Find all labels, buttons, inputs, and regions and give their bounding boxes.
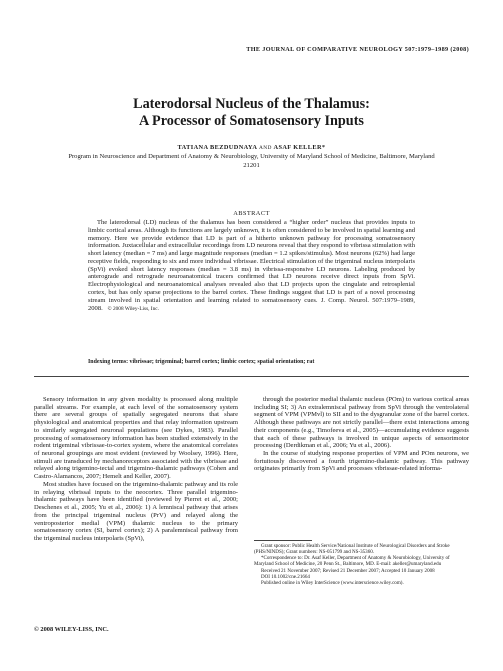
body-paragraph: In the course of studying response properties of VPM and POm neurons, we fortuitously discovered a fourth trigemino-thalamic pathway. This pathway originates primarily from SpVi and processes vibrissae-related informa- — [254, 450, 469, 473]
author-conjunction: AND — [258, 145, 272, 151]
footnote-published: Published online in Wiley InterScience (www.interscience.wiley.com). — [261, 579, 404, 586]
footnote-received: Received 21 November 2007; Revised 21 December 2007; Accepted 10 January 2008 — [261, 567, 435, 574]
body-paragraph: through the posterior medial thalamic nucleus (POm) to various cortical areas including SI; 3) An extralemniscal pathway from SpVi through the ventrolateral segment of VPM (VPMvl) to SII and to the dysgranular zone of the barrel cortex. Although these pathways are not strictly parallel—there exist interactions among their components (e.g., Timofeeva et al., 2005)—accumulating evidence suggests that each of these pathways is involved in unique aspects of sensorimotor processing (Derdikman et al., 2006; Yu et al., 2006). — [254, 396, 469, 450]
right-column — [254, 396, 469, 473]
abstract-body — [88, 219, 415, 313]
body-paragraph: Most studies have focused on the trigemino-thalamic pathway and its role in relaying vibrissal inputs to the neocortex. Three parallel trigemino-thalamic pathways have been identified (reviewed by Pierret et al., 2000; Deschenes et al., 2005; Yu et al., 2006): 1) A lemniscal pathway that arises from the principal trigeminal nucleus (PrV) and relayed along the ventroposterior medial (VPM) thalamic nucleus to the primary somatosensory cortex (SI, barrel cortex); 2) A paralemniscal pathway from the trigeminal nucleus interpolaris (SpVi), — [34, 480, 238, 542]
author-name: ASAF KELLER* — [273, 144, 326, 151]
section-divider — [34, 376, 469, 377]
left-column — [34, 396, 238, 543]
abstract-copyright: © 2008 Wiley-Liss, Inc. — [107, 305, 159, 312]
publisher-copyright: © 2008 WILEY-LISS, INC. — [34, 626, 109, 633]
footnotes — [254, 543, 469, 586]
article-title-line-2: A Processor of Somatosensory Inputs — [139, 113, 364, 129]
indexing-terms: Indexing terms: vibrissae; trigeminal; barrel cortex; limbic cortex; spatial orientation; rat — [88, 359, 315, 365]
footnote-doi: DOI 10.1002/cne.21664 — [261, 573, 310, 580]
footnote-grant: Grant sponsor: Public Health Service/National Institute of Neurological Disorders and Stroke (PHS/NINDS); Grant numbers: NS-051799 and NS-35360. — [254, 543, 450, 556]
abstract-heading: ABSTRACT — [233, 210, 270, 217]
footnote-divider — [254, 540, 312, 541]
body-paragraph: Sensory information in any given modality is processed along multiple parallel streams. For example, at each level of the somatosensory system there are several groups of spatially segregated neurons that share physiological and anatomical properties and that relay information upstream to similarly segregated neuronal populations (see Dykes, 1983). Parallel processing of somatosensory information has been studied extensively in the rodent trigeminal vibrissae-to-cortex system, where the anatomical correlates of neuronal groupings are most evident (reviewed by Woolsey, 1996). Here, stimuli are transduced by mechanoreceptors associated with the vibrissae and relayed along trigemino-tectal and trigemino-thalamic pathways (Cohen and Castro-Alamancos, 2007; Hemelt and Keller, 2007). — [34, 396, 238, 481]
running-head: THE JOURNAL OF COMPARATIVE NEUROLOGY 507:1979–1989 (2008) — [246, 46, 469, 53]
article-title-line-1: Laterodorsal Nucleus of the Thalamus: — [133, 96, 370, 112]
affiliation: Program in Neuroscience and Department of Anatomy & Neurobiology, University of Maryland School of Medicine, Baltimore, Maryland 21201 — [68, 153, 435, 169]
author-name: TATIANA BEZDUDNAYA — [177, 144, 257, 151]
abstract-text: The laterodorsal (LD) nucleus of the thalamus has been considered a “higher order” nucleus that provides inputs to limbic cortical areas. Although its functions are largely unknown, it is often considered to be involved in spatial learning and memory. Here we provide evidence that LD is part of a hitherto unknown pathway for processing somatosensory information. Juxtacellular and extracellular recordings from LD neurons reveal that they respond to vibrissa stimulation with short latency (median = 7 ms) and large magnitude responses (median = 1.2 spikes/stimulus). Most neurons (62%) had large receptive fields, responding to six and more individual vibrissae. Electrical stimulation of the trigeminal nucleus interpolaris (SpVi) evoked short latency responses (median = 3.8 ms) in vibrissa-responsive LD neurons. Labeling produced by anterograde and retrograde neuroanatomical tracers confirmed that LD neurons receive direct inputs from SpVi. Electrophysiological and neuroanatomical analyses revealed also that LD projects upon the cingulate and retrosplenial cortex, but has only sparse projections to the barrel cortex. These findings suggest that LD is part of a novel processing stream involved in spatial orientation and learning related to somatosensory cues. J. Comp. Neurol. 507:1979–1989, 2008. — [88, 219, 415, 312]
footnote-correspondence: *Correspondence to: Dr. Asaf Keller, Department of Anatomy & Neurobiology, University of Maryland School of Medicine, 20 Penn St., Baltimore, MD. E-mail: akeller@umaryland.edu — [254, 555, 450, 568]
author-list — [0, 144, 503, 151]
